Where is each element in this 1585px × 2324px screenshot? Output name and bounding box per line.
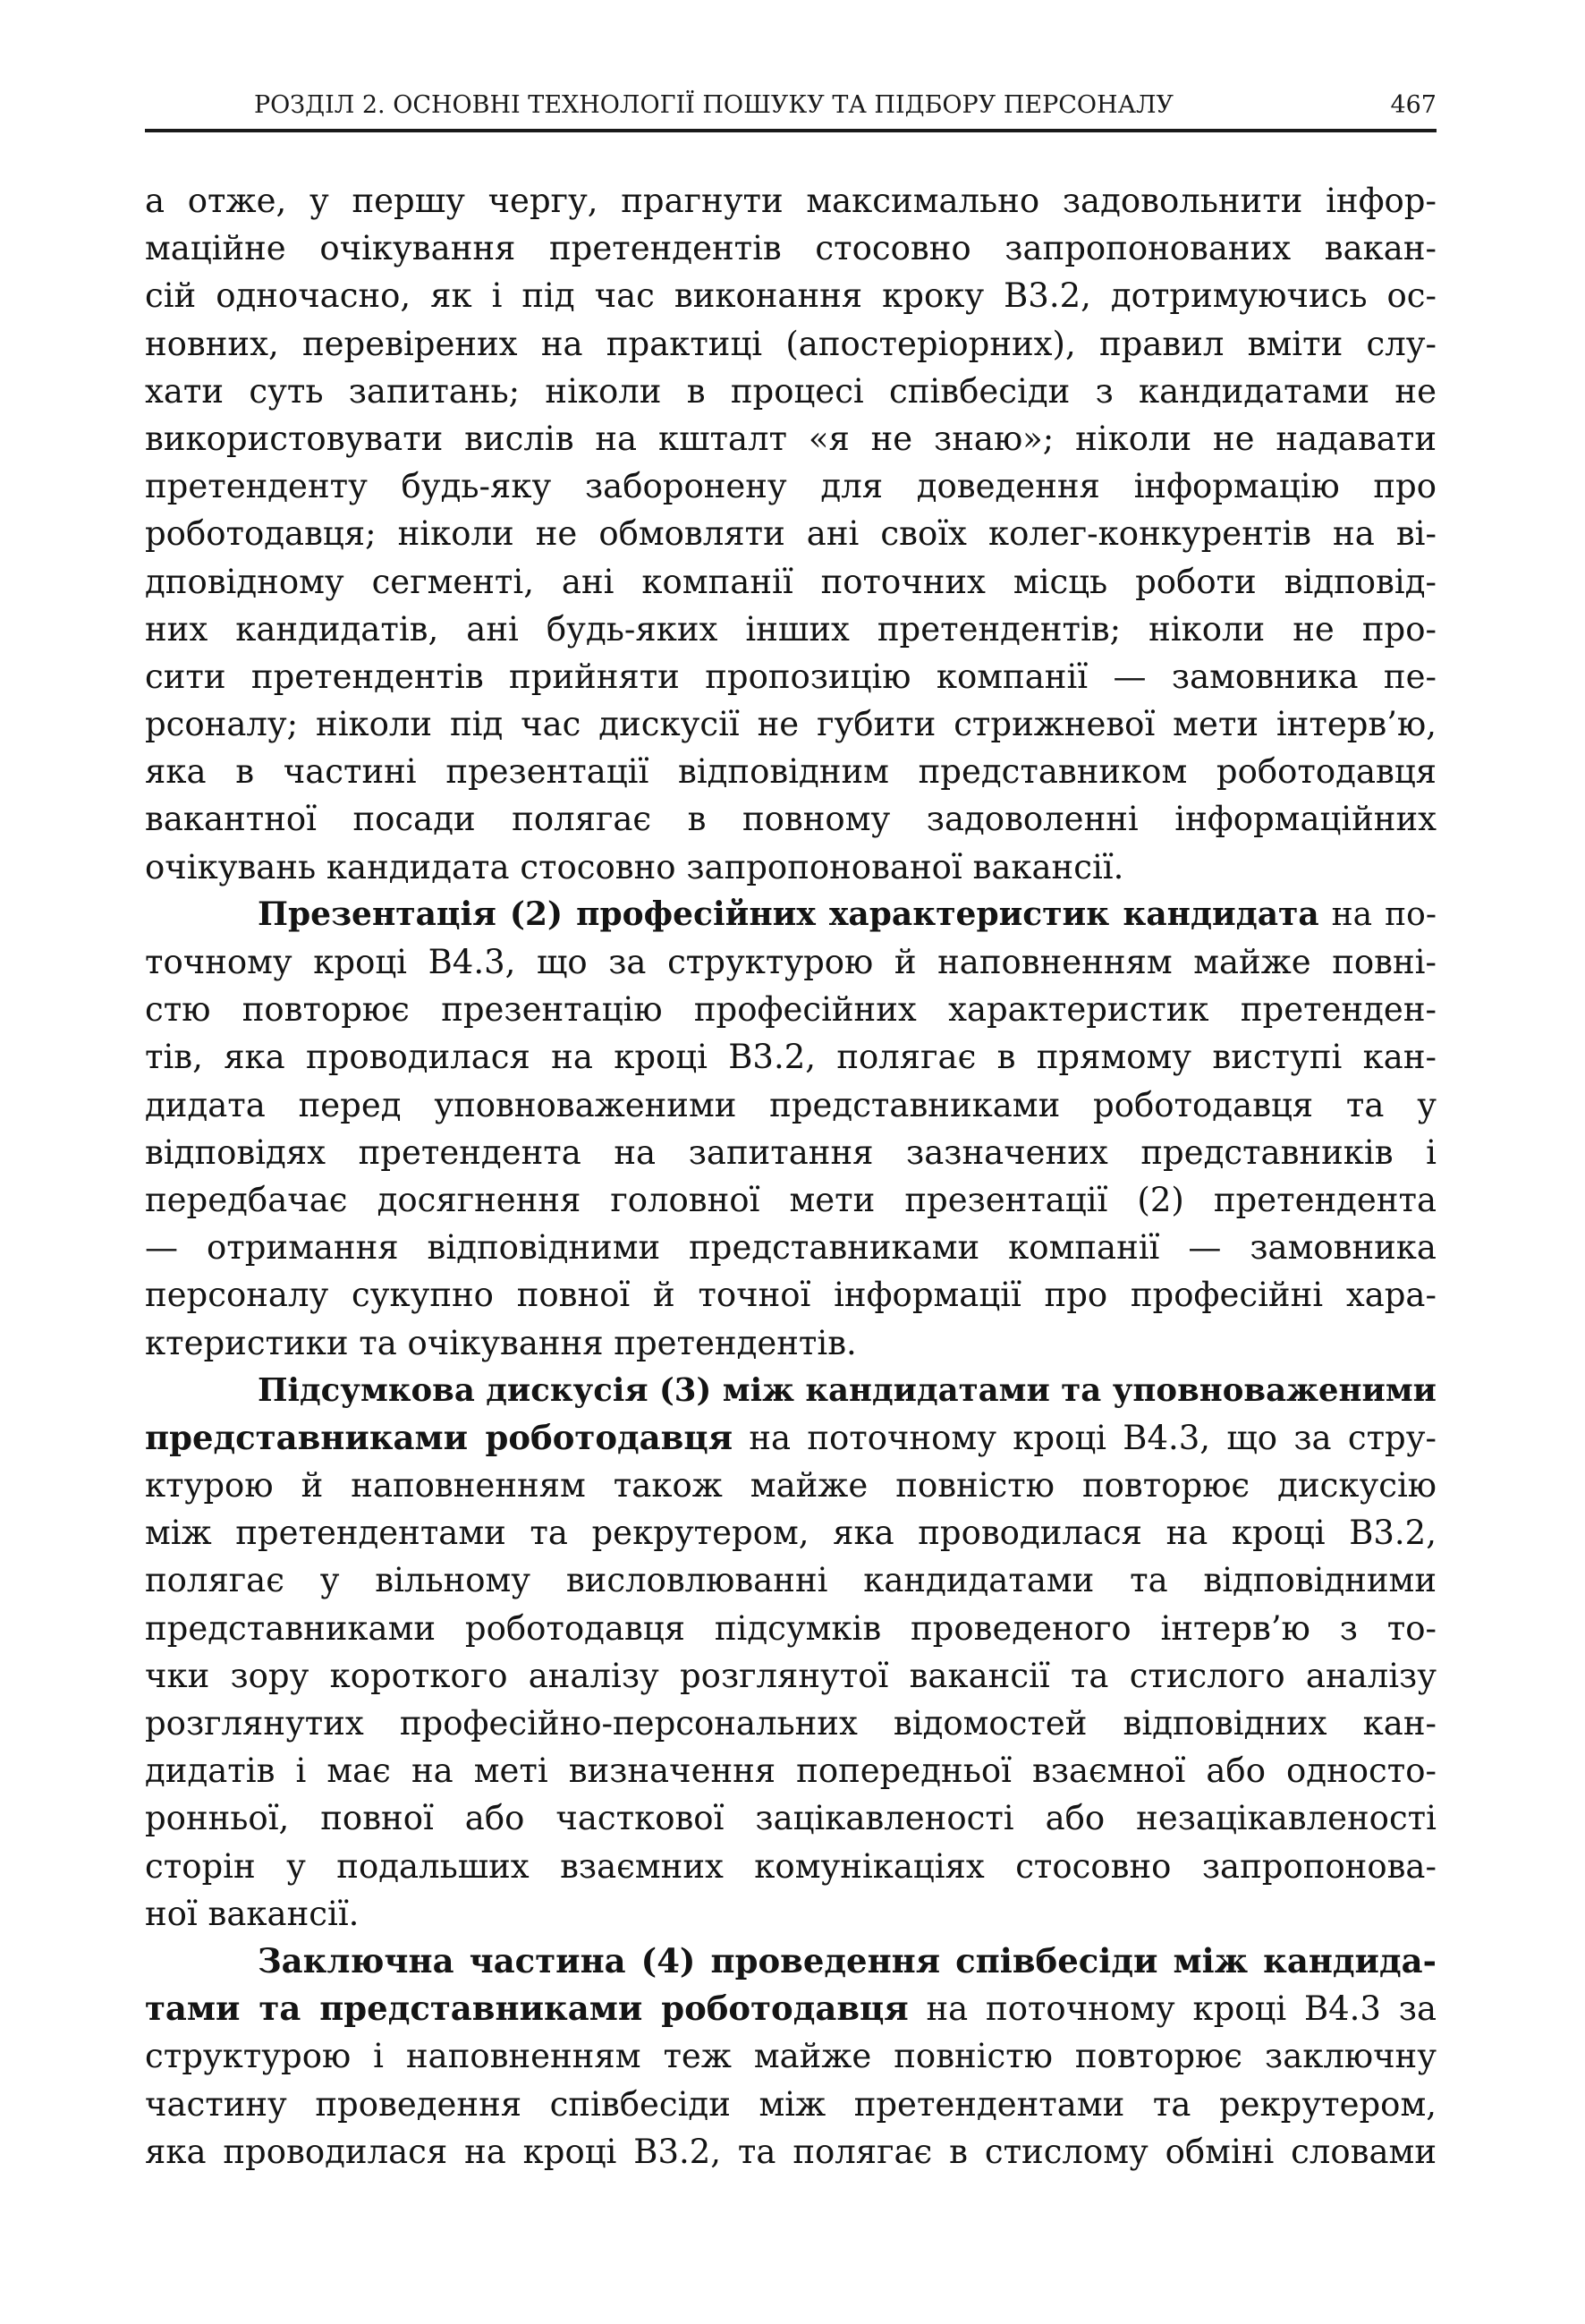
- text-line: [145, 748, 1437, 795]
- page-number: 467: [1390, 91, 1437, 119]
- text-line: [145, 1700, 1437, 1747]
- text-line: [145, 1176, 1437, 1224]
- line-text: них кандидатів, ані будь-яких інших претендентів; ніколи не про-: [145, 609, 1437, 649]
- text-line: [145, 320, 1437, 368]
- line-text: очікувань кандидата стосовно запропонованої вакансії.: [145, 847, 1124, 886]
- line-text: дидатів і має на меті визначення попередньої взаємної або односто-: [145, 1751, 1437, 1791]
- line-text: вакантної посади полягає в повному задоволенні інформаційних: [145, 800, 1437, 839]
- line-text: на поточному кроці В4.3 за: [908, 1989, 1437, 2029]
- text-line: [145, 1462, 1437, 1509]
- text-line: [145, 1509, 1437, 1556]
- text-line: [145, 462, 1437, 510]
- bold-term: тами та представниками роботодавця: [145, 1989, 909, 2029]
- line-text: на по-: [1318, 895, 1437, 933]
- text-line: [145, 272, 1437, 319]
- text-line: [145, 225, 1437, 272]
- text-line: [145, 2128, 1437, 2176]
- line-text: між претендентами та рекрутером, яка проводилася на кроці В3.2,: [145, 1514, 1437, 1553]
- text-line: [145, 1033, 1437, 1081]
- line-text: структурою і наповненням теж майже повністю повторює заключну: [145, 2037, 1437, 2076]
- text-line: [145, 1652, 1437, 1700]
- bold-term: Підсумкова дискусія (3) між кандидатами та уповноваженими: [258, 1371, 1437, 1409]
- text-line: [145, 1319, 1437, 1367]
- line-text: персоналу сукупно повної й точної інформації про професійні хара-: [145, 1276, 1437, 1315]
- text-line: [145, 1414, 1437, 1462]
- text-line: [145, 1843, 1437, 1890]
- text-line: [145, 1129, 1437, 1176]
- line-text: новних, перевірених на практиці (апостеріорних), правил вміти слу-: [145, 324, 1437, 363]
- line-text: полягає у вільному висловлюванні кандидатами та відповідними: [145, 1561, 1437, 1600]
- text-line: [145, 1556, 1437, 1604]
- bold-term: Презентація (2) професійних характеристик кандидата: [258, 895, 1319, 933]
- line-text: ктурою й наповненням також майже повністю повторює дискусію: [145, 1466, 1437, 1506]
- line-text: передбачає досягнення головної мети презентації (2) претендента: [145, 1180, 1437, 1219]
- bold-term: представниками роботодавця: [145, 1417, 733, 1457]
- line-text: чки зору короткого аналізу розглянутої вакансії та стислого аналізу: [145, 1656, 1437, 1695]
- text-line: [145, 700, 1437, 748]
- line-text: ної вакансії.: [145, 1894, 360, 1933]
- text-line: [145, 891, 1437, 938]
- line-text: ронньої, повної або часткової зацікавленості або незацікавленості: [145, 1799, 1437, 1838]
- text-line: [145, 844, 1437, 891]
- line-text: ктеристики та очікування претендентів.: [145, 1323, 857, 1362]
- line-text: на поточному кроці В4.3, що за стру-: [733, 1418, 1437, 1457]
- line-text: розглянутих професійно-персональних відомостей відповідних кан-: [145, 1704, 1437, 1743]
- line-text: стю повторює презентацію професійних характеристик претенден-: [145, 990, 1437, 1030]
- line-text: а отже, у першу чергу, прагнути максимально задовольнити інфор-: [145, 182, 1437, 220]
- text-line: [145, 1367, 1437, 1414]
- line-text: рсоналу; ніколи під час дискусії не губити стрижневої мети інтерв’ю,: [145, 705, 1437, 744]
- line-text: дповідному сегменті, ані компанії поточних місць роботи відповід-: [145, 562, 1437, 601]
- text-line: [145, 368, 1437, 415]
- bold-term: Заключна частина (4) проведення співбесіди між кандида-: [258, 1940, 1437, 1980]
- line-text: сити претендентів прийняти пропозицію компанії — замовника пе-: [145, 657, 1437, 696]
- text-line: [145, 1605, 1437, 1652]
- text-line: [145, 1271, 1437, 1319]
- text-line: [145, 1794, 1437, 1842]
- body-text: [145, 177, 1437, 2176]
- text-line: [145, 2081, 1437, 2128]
- line-text: яка проводилася на кроці В3.2, та полягає в стислому обміні словами: [145, 2132, 1437, 2171]
- line-text: представниками роботодавця підсумків проведеного інтерв’ю з то-: [145, 1608, 1437, 1648]
- line-text: дидата перед уповноваженими представниками роботодавця та у: [145, 1085, 1437, 1124]
- text-line: [145, 1224, 1437, 1271]
- line-text: маційне очікування претендентів стосовно запропонованих вакан-: [145, 229, 1437, 268]
- line-text: використовувати вислів на кшталт «я не знаю»; ніколи не надавати: [145, 419, 1437, 458]
- line-text: сій одночасно, як і під час виконання кроку В3.2, дотримуючись ос-: [145, 276, 1437, 316]
- text-line: [145, 2032, 1437, 2080]
- line-text: тів, яка проводилася на кроці В3.2, полягає в прямому виступі кан-: [145, 1038, 1437, 1077]
- chapter-title: РОЗДІЛ 2. ОСНОВНІ ТЕХНОЛОГІЇ ПОШУКУ ТА ПІДБОРУ ПЕРСОНАЛУ: [254, 91, 1174, 119]
- line-text: яка в частині презентації відповідним представником роботодавця: [145, 752, 1437, 792]
- text-line: [145, 558, 1437, 606]
- text-line: [145, 415, 1437, 462]
- running-header: [145, 88, 1437, 132]
- text-line: [145, 177, 1437, 225]
- text-line: [145, 986, 1437, 1033]
- text-line: [145, 1938, 1437, 1985]
- line-text: — отримання відповідними представниками компанії — замовника: [145, 1228, 1437, 1268]
- text-line: [145, 510, 1437, 557]
- text-line: [145, 795, 1437, 843]
- line-text: сторін у подальших взаємних комунікаціях стосовно запропонова-: [145, 1846, 1437, 1886]
- text-line: [145, 606, 1437, 653]
- text-line: [145, 1890, 1437, 1938]
- line-text: відповідях претендента на запитання зазначених представників і: [145, 1132, 1437, 1172]
- line-text: роботодавця; ніколи не обмовляти ані своїх колег-конкурентів на ві-: [145, 514, 1437, 554]
- line-text: хати суть запитань; ніколи в процесі співбесіди з кандидатами не: [145, 371, 1437, 411]
- text-line: [145, 1747, 1437, 1794]
- text-line: [145, 1985, 1437, 2032]
- line-text: частину проведення співбесіди між претендентами та рекрутером,: [145, 2084, 1437, 2124]
- text-line: [145, 653, 1437, 700]
- line-text: претенденту будь-яку заборонену для доведення інформацію про: [145, 467, 1437, 506]
- text-line: [145, 1081, 1437, 1129]
- line-text: точному кроці В4.3, що за структурою й наповненням майже повні-: [145, 943, 1437, 981]
- text-line: [145, 938, 1437, 986]
